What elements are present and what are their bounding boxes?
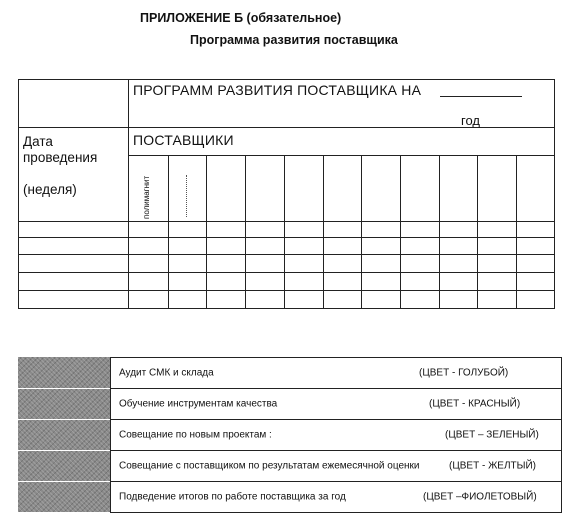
legend-swatch-audit bbox=[18, 357, 110, 388]
legend-color: (ЦВЕТ – ЗЕЛЕНЫЙ) bbox=[445, 429, 539, 441]
program-title: ПРОГРАММ РАЗВИТИЯ ПОСТАВЩИКА НА bbox=[133, 82, 422, 98]
legend-color: (ЦВЕТ - КРАСНЫЙ) bbox=[429, 398, 521, 410]
legend-item bbox=[110, 357, 562, 389]
suppliers-label: ПОСТАВЩИКИ bbox=[133, 132, 234, 148]
appendix-title: ПРИЛОЖЕНИЕ Б (обязательное) bbox=[140, 11, 342, 25]
supplier-name: полимагнит bbox=[142, 175, 151, 219]
legend-label: Аудит СМК и склада bbox=[119, 367, 214, 379]
legend-color: (ЦВЕТ –ФИОЛЕТОВЫЙ) bbox=[423, 491, 537, 503]
faded-supplier-mark bbox=[186, 175, 188, 217]
document-subtitle: Программа развития поставщика bbox=[190, 33, 398, 47]
legend-swatch-training bbox=[18, 389, 110, 419]
year-blank-line bbox=[440, 96, 522, 97]
legend-color: (ЦВЕТ - ЖЕЛТЫЙ) bbox=[449, 460, 537, 472]
legend-label: Совещание по новым проектам : bbox=[119, 429, 272, 441]
legend-color: (ЦВЕТ - ГОЛУБОЙ) bbox=[419, 367, 509, 379]
legend-label: Обучение инструментам качества bbox=[119, 398, 278, 410]
legend-item bbox=[110, 388, 562, 420]
date-label: Дата bbox=[23, 134, 53, 149]
legend-item bbox=[110, 450, 562, 482]
legend-label: Совещание с поставщиком по результатам ежемесячной оценки bbox=[119, 460, 420, 472]
legend-item bbox=[110, 481, 562, 513]
year-label: год bbox=[461, 113, 480, 128]
legend-swatch-new-projects bbox=[18, 420, 110, 450]
legend-label: Подведение итогов по работе поставщика за год bbox=[119, 491, 346, 503]
legend-swatch-monthly-meeting bbox=[18, 451, 110, 481]
week-label: (неделя) bbox=[23, 182, 77, 197]
legend-swatch-year-summary bbox=[18, 482, 110, 512]
legend-item bbox=[110, 419, 562, 451]
date-label-2: проведения bbox=[23, 150, 98, 165]
